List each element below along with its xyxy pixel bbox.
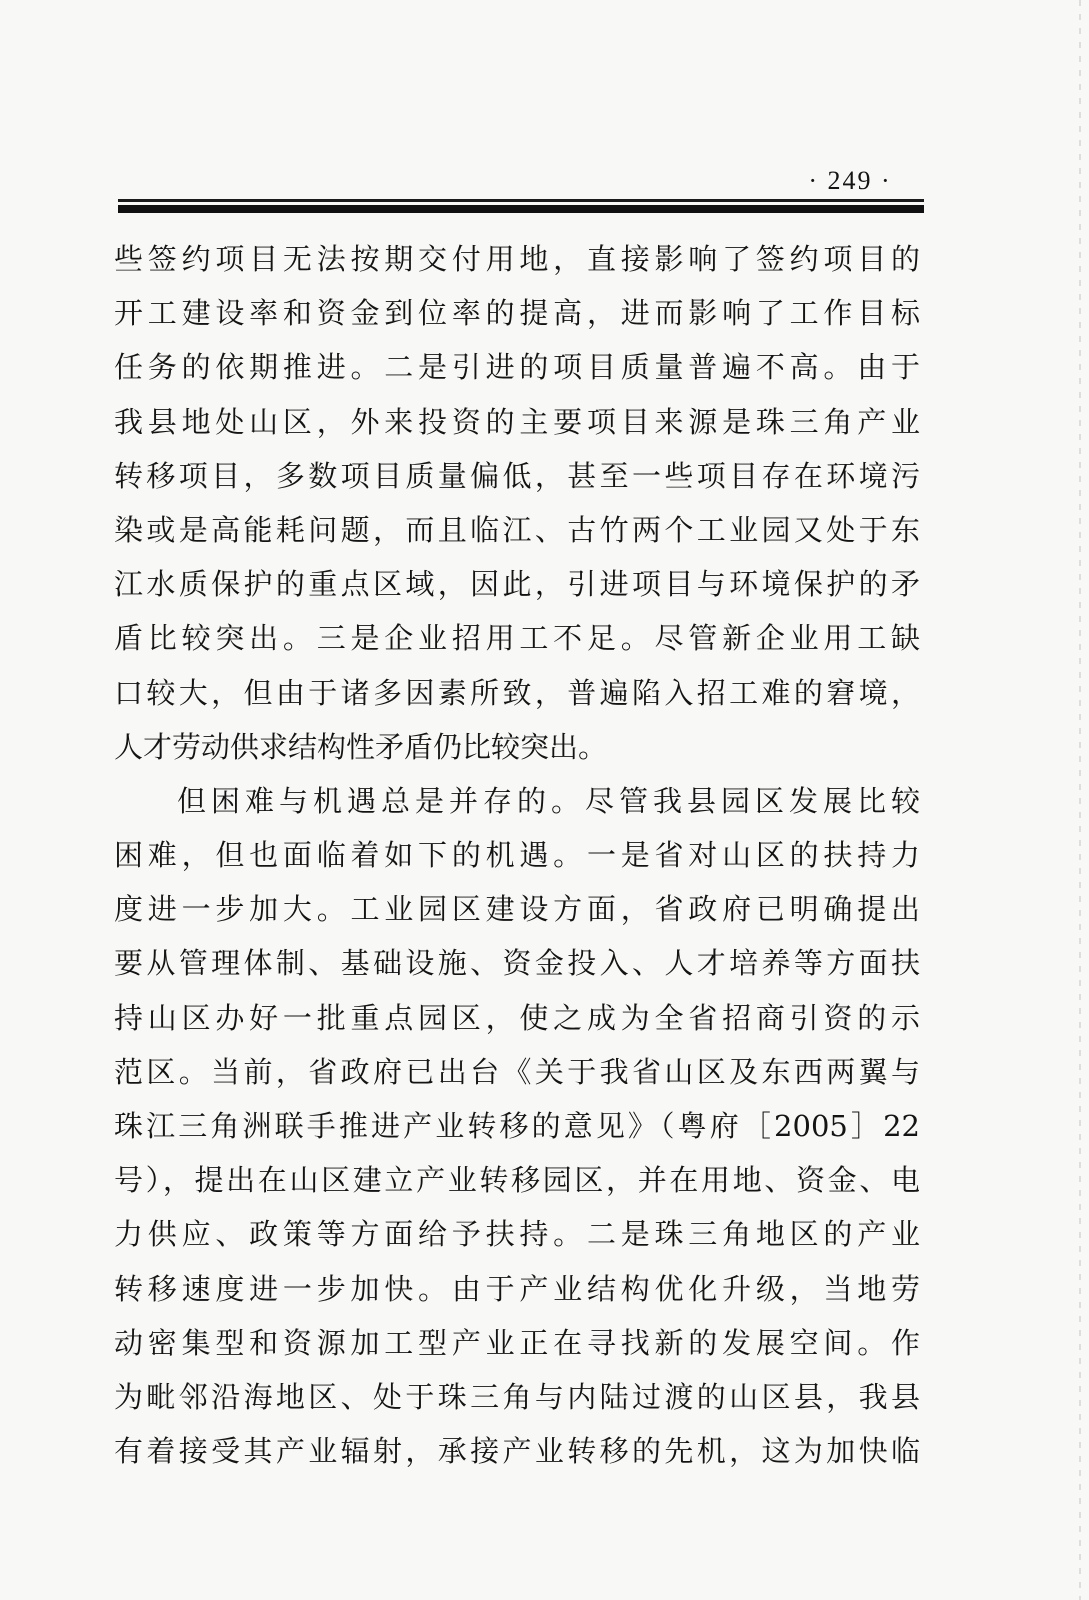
text-line: 困难，但也面临着如下的机遇。一是省对山区的扶持力	[114, 838, 920, 873]
text-line: 口较大，但由于诸多因素所致，普遍陷入招工难的窘境，	[114, 675, 920, 710]
text-line: 些签约项目无法按期交付用地，直接影响了签约项目的	[114, 242, 920, 276]
text-line: 持山区办好一批重点园区，使之成为全省招商引资的示	[114, 1000, 920, 1035]
text-line: 为毗邻沿海地区、处于珠三角与内陆过渡的山区县，我县	[114, 1379, 920, 1414]
header-rule-thin	[118, 199, 924, 202]
text-line: 人才劳动供求结构性矛盾仍比较突出。	[114, 729, 608, 764]
text-line: 力供应、政策等方面给予扶持。二是珠三角地区的产业	[114, 1217, 920, 1252]
page-number: · 249 ·	[808, 166, 892, 195]
text-line: 度进一步加大。工业园区建设方面，省政府已明确提出	[114, 892, 920, 927]
text-line: 转移项目，多数项目质量偏低，甚至一些项目存在环境污	[114, 458, 920, 493]
body-text	[114, 232, 920, 1478]
paragraph-start-line: 但困难与机遇总是并存的。尽管我县园区发展比较	[177, 783, 920, 818]
text-line: 有着接受其产业辐射，承接产业转移的先机，这为加快临	[114, 1434, 920, 1469]
text-line: 范区。当前，省政府已出台《关于我省山区及东西两翼与	[114, 1054, 920, 1089]
text-line: 江水质保护的重点区域，因此，引进项目与环境保护的矛	[114, 567, 920, 602]
scan-edge-artifact	[1079, 0, 1081, 1600]
header-rule-thick	[118, 205, 924, 213]
text-line: 染或是高能耗问题，而且临江、古竹两个工业园又处于东	[114, 512, 920, 547]
text-line: 盾比较突出。三是企业招用工不足。尽管新企业用工缺	[114, 621, 920, 656]
text-line: 转移速度进一步加快。由于产业结构优化升级，当地劳	[114, 1271, 920, 1306]
text-line: 号），提出在山区建立产业转移园区，并在用地、资金、电	[114, 1163, 920, 1198]
text-line: 要从管理体制、基础设施、资金投入、人才培养等方面扶	[114, 946, 920, 981]
text-line: 我县地处山区，外来投资的主要项目来源是珠三角产业	[114, 404, 920, 439]
text-line: 开工建设率和资金到位率的提高，进而影响了工作目标	[114, 296, 920, 331]
text-line: 珠江三角洲联手推进产业转移的意见》（粤府［2005］22	[114, 1109, 920, 1143]
text-line: 动密集型和资源加工型产业正在寻找新的发展空间。作	[114, 1325, 920, 1360]
text-line: 任务的依期推进。二是引进的项目质量普遍不高。由于	[114, 350, 920, 385]
